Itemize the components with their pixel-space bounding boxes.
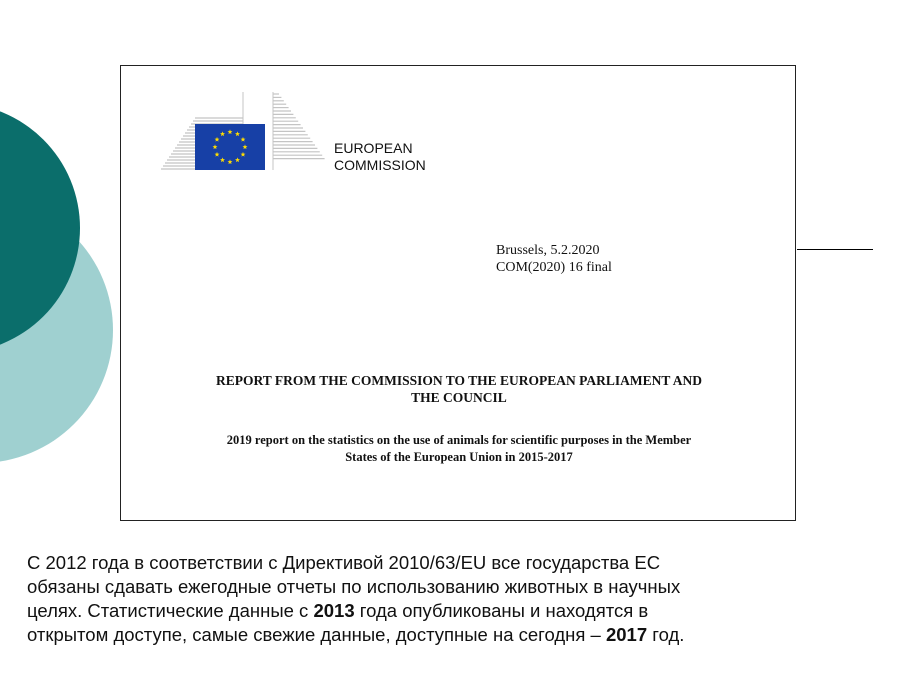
decorative-circles — [0, 0, 140, 520]
caption-text: целях. Статистические данные с — [27, 600, 314, 621]
caption-year-2017: 2017 — [605, 624, 648, 645]
title-line-1: REPORT FROM THE COMMISSION TO THE EUROPEAN PARLIAMENT AND — [215, 373, 703, 388]
subtitle-line-2: States of the European Union in 2015-2017 — [345, 450, 573, 464]
title-line-2: THE COUNCIL — [411, 390, 507, 405]
caption-line-1: С 2012 года в соответствии с Директивой 2010/63/EU все государства ЕС — [27, 552, 661, 573]
caption-text: открытом доступе, самые свежие данные, доступные на сегодня – — [27, 624, 606, 645]
slide-caption — [27, 551, 867, 647]
caption-text: год. — [647, 624, 685, 645]
report-title — [121, 372, 797, 406]
document-cover-page — [120, 65, 796, 521]
caption-text: года опубликованы и находятся в — [354, 600, 649, 621]
caption-line-4 — [27, 623, 867, 647]
place-date: Brussels, 5.2.2020 — [496, 243, 600, 258]
org-line-2: COMMISSION — [334, 157, 426, 173]
connector-line — [797, 249, 873, 250]
caption-year-2013: 2013 — [313, 600, 355, 621]
org-line-1: EUROPEAN — [334, 140, 413, 156]
organization-name — [334, 140, 426, 174]
european-commission-logo-icon — [161, 92, 331, 172]
report-subtitle — [121, 432, 797, 466]
caption-line-2: обязаны сдавать ежегодные отчеты по использованию животных в научных — [27, 576, 681, 597]
caption-line-3 — [27, 599, 867, 623]
document-meta — [496, 242, 612, 276]
document-reference: COM(2020) 16 final — [496, 260, 612, 275]
subtitle-line-1: 2019 report on the statistics on the use of animals for scientific purposes in the Member — [226, 433, 692, 447]
